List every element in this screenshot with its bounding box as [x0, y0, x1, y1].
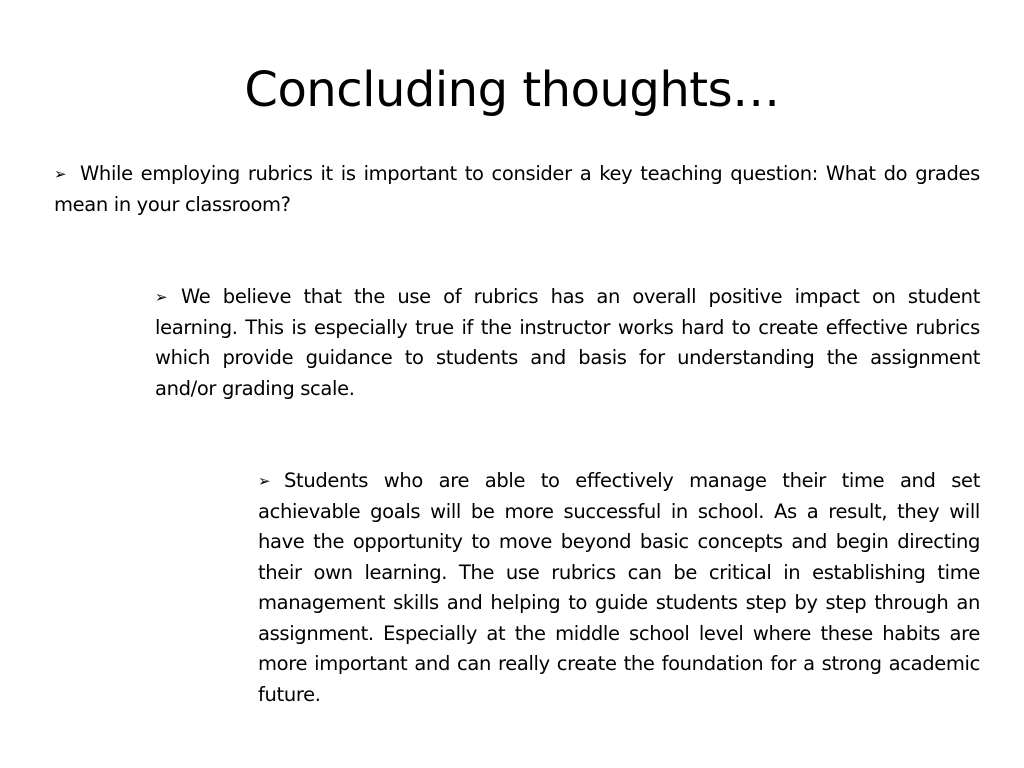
paragraph-text: Students who are able to effectively manage their time and set achievable goals will be more successful in school. As a result, they will have the opportunity to move beyond basic concepts and begin directing their own learning. The use rubrics can be critical in establishing time management skills and helping to guide students step by step through an assignment. Especially at the middle school level where these habits are more important and can really create the foundation for a strong academic future. [258, 469, 980, 706]
bullet-paragraph-1 [54, 159, 980, 220]
arrow-bullet-icon: ➢ [155, 288, 168, 306]
slide-title: Concluding thoughts… [244, 62, 780, 118]
bullet-paragraph-2 [155, 282, 980, 404]
paragraph-text: While employing rubrics it is important to consider a key teaching question: What do grades mean in your classroom? [54, 162, 980, 216]
arrow-bullet-icon: ➢ [258, 472, 271, 490]
paragraph-text: We believe that the use of rubrics has an overall positive impact on student learning. This is especially true if the instructor works hard to create effective rubrics which provide guidance to students and basis for understanding the assignment and/or grading scale. [155, 285, 980, 400]
bullet-paragraph-3 [258, 466, 980, 710]
arrow-bullet-icon: ➢ [54, 165, 67, 183]
